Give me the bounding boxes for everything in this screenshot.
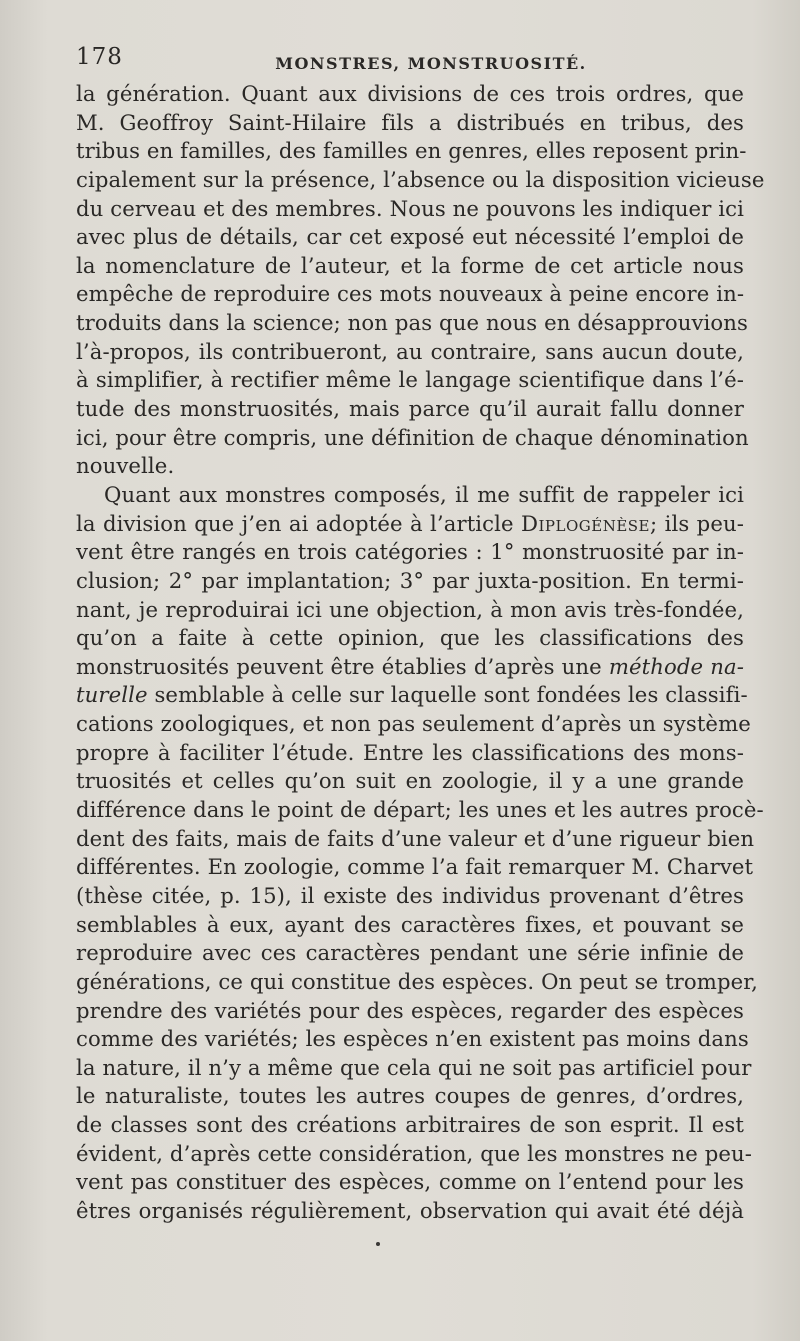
text-line: empêche de reproduire ces mots nouveaux à peine encore in- <box>76 281 745 307</box>
text-line: reproduire avec ces caractères pendant une série infinie de <box>76 940 744 966</box>
text-line: cations zoologiques, et non pas seulement d’après un système <box>76 711 751 737</box>
text-line: vent pas constituer des espèces, comme on l’entend pour les <box>76 1169 744 1195</box>
text-line: dent des faits, mais de faits d’une valeur et d’une rigueur bien <box>76 825 755 851</box>
text-line: êtres organisés régulièrement, observation qui avait été déjà <box>76 1197 744 1223</box>
text-line: propre à faciliter l’étude. Entre les classifications des mons- <box>76 739 744 765</box>
text-line: à simplifier, à rectifier même le langage scientifique dans l’é- <box>76 367 744 393</box>
text-line: semblables à eux, ayant des caractères fixes, et pouvant se <box>76 911 744 937</box>
text-line: prendre des variétés pour des espèces, regarder des espèces <box>76 997 744 1023</box>
text-line: M. Geoffroy Saint-Hilaire fils a distribués en tribus, des <box>76 109 744 135</box>
italic-term: méthode na- <box>608 653 744 679</box>
text-line <box>76 653 744 682</box>
text-line: nouvelle. <box>76 453 175 479</box>
text-segment: semblable à celle sur laquelle sont fondées les classifi- <box>147 682 748 708</box>
text-line: différentes. En zoologie, comme l’a fait remarquer M. Charvet <box>76 854 754 880</box>
text-line <box>76 681 748 710</box>
article-reference: Diplogénèse <box>521 510 651 536</box>
text-line: qu’on a faite à cette opinion, que les classifications des <box>76 625 744 651</box>
text-line: tude des monstruosités, mais parce qu’il aurait fallu donner <box>76 396 744 422</box>
text-line: tribus en familles, des familles en genres, elles reposent prin- <box>76 138 747 164</box>
text-line: du cerveau et des membres. Nous ne pouvons les indiquer ici <box>76 195 744 221</box>
text-line: avec plus de détails, car cet exposé eut nécessité l’emploi de <box>76 224 744 250</box>
text-line: la nature, il n’y a même que cela qui ne soit pas artificiel pour <box>76 1054 752 1080</box>
text-segment: ; ils peu- <box>650 510 744 536</box>
text-line: le naturaliste, toutes les autres coupes de genres, d’ordres, <box>76 1083 744 1109</box>
page-header <box>76 44 746 74</box>
text-line: évident, d’après cette considération, que les monstres ne peu- <box>76 1140 753 1166</box>
body-text <box>76 80 765 1226</box>
text-line: ici, pour être compris, une définition de chaque dénomination <box>76 424 749 450</box>
text-line: la génération. Quant aux divisions de ces trois ordres, que <box>76 81 744 106</box>
text-segment: la division que j’en ai adoptée à l’article <box>76 510 514 536</box>
ink-speck <box>376 1242 380 1246</box>
text-line: différence dans le point de départ; les unes et les autres procè- <box>76 797 764 823</box>
text-line: (thèse citée, p. 15), il existe des individus provenant d’êtres <box>76 882 744 908</box>
page-number: 178 <box>76 44 123 70</box>
text-line: clusion; 2° par implantation; 3° par juxta-position. En termi- <box>76 567 744 593</box>
text-line: cipalement sur la présence, l’absence ou la disposition vicieuse <box>76 166 765 192</box>
text-line: nant, je reproduirai ici une objection, à mon avis très-fondée, <box>76 596 744 622</box>
text-line: troduits dans la science; non pas que nous en désapprouvions <box>76 310 748 336</box>
text-line: comme des variétés; les espèces n’en existent pas moins dans <box>76 1026 749 1052</box>
text-line <box>76 510 744 539</box>
text-line: vent être rangés en trois catégories : 1° monstruosité par in- <box>76 539 744 565</box>
text-line: générations, ce qui constitue des espèces. On peut se tromper, <box>76 968 758 994</box>
running-title: MONSTRES, MONSTRUOSITÉ. <box>275 54 587 73</box>
text-line: la nomenclature de l’auteur, et la forme de cet article nous <box>76 252 744 278</box>
text-line: l’à-propos, ils contribueront, au contraire, sans aucun doute, <box>76 338 744 364</box>
text-segment: monstruosités peuvent être établies d’après une <box>76 653 602 679</box>
text-line: Quant aux monstres composés, il me suffit de rappeler ici <box>104 481 744 507</box>
italic-term: turelle <box>76 682 148 708</box>
text-line: truosités et celles qu’on suit en zoologie, il y a une grande <box>76 768 744 794</box>
text-line: de classes sont des créations arbitraires de son esprit. Il est <box>76 1112 744 1138</box>
